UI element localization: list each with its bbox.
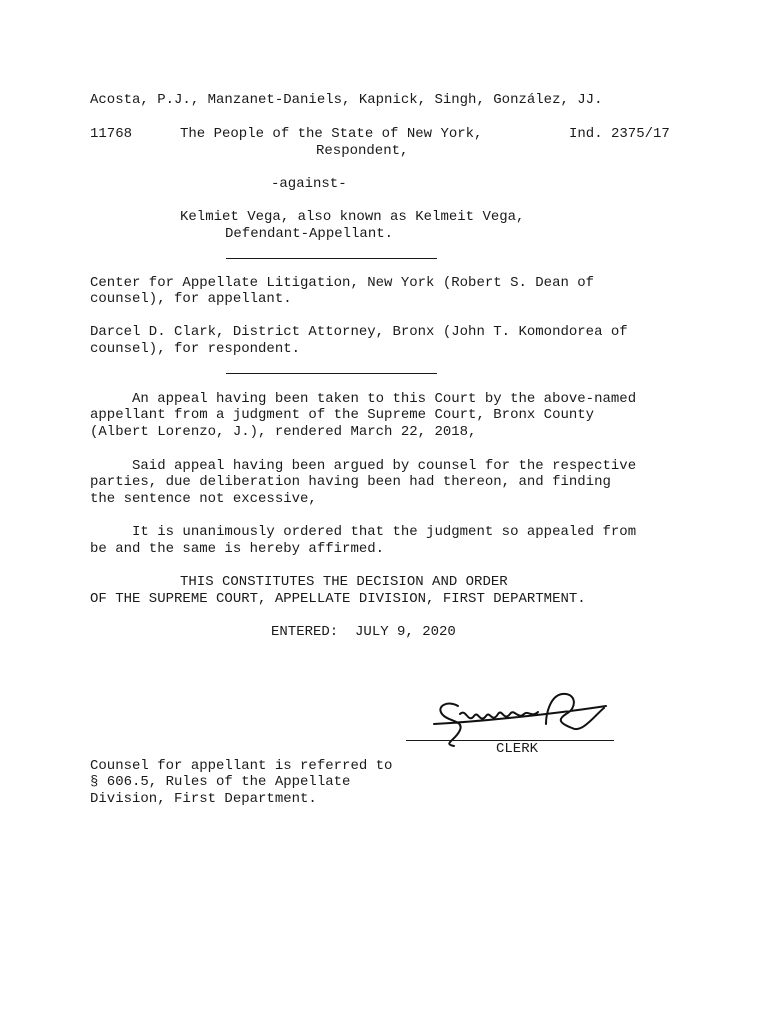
paragraph-2-line-1: Said appeal having been argued by counsel for the respective [90, 458, 637, 474]
paragraph-1-line-3: (Albert Lorenzo, J.), rendered March 22, 2018, [90, 424, 477, 440]
respondent-counsel-line-1: Darcel D. Clark, District Attorney, Bronx (John T. Komondorea of [90, 324, 628, 340]
paragraph-3-line-2: be and the same is hereby affirmed. [90, 541, 385, 557]
paragraph-2-line-2: parties, due deliberation having been had thereon, and finding [90, 474, 611, 490]
footer-line-3: Division, First Department. [90, 791, 317, 807]
paragraph-2-line-3: the sentence not excessive, [90, 491, 317, 507]
paragraph-1-line-1: An appeal having been taken to this Court by the above-named [90, 391, 637, 407]
decision-statement-line-2: OF THE SUPREME COURT, APPELLATE DIVISION, FIRST DEPARTMENT. [90, 591, 586, 607]
appellant-counsel-line-2: counsel), for appellant. [90, 291, 292, 307]
defendant-role: Defendant-Appellant. [225, 226, 394, 242]
footer-line-1: Counsel for appellant is referred to [90, 758, 393, 774]
plaintiff-name: The People of the State of New York, [180, 126, 483, 142]
counsel-divider [226, 373, 437, 374]
decision-statement-line-1: THIS CONSTITUTES THE DECISION AND ORDER [180, 574, 508, 590]
docket-number: 11768 [90, 126, 133, 142]
entered-date: ENTERED: JULY 9, 2020 [271, 624, 456, 640]
paragraph-3-line-1: It is unanimously ordered that the judgment so appealed from [90, 524, 637, 540]
against-label: -against- [271, 176, 347, 192]
respondent-counsel-line-2: counsel), for respondent. [90, 341, 301, 357]
caption-divider [226, 258, 437, 259]
paragraph-1-line-2: appellant from a judgment of the Supreme Court, Bronx County [90, 407, 595, 423]
defendant-name: Kelmiet Vega, also known as Kelmeit Vega, [180, 209, 525, 225]
panel-of-justices: Acosta, P.J., Manzanet-Daniels, Kapnick, Singh, González, JJ. [90, 92, 603, 108]
footer-line-2: § 606.5, Rules of the Appellate [90, 774, 351, 790]
plaintiff-role: Respondent, [316, 143, 409, 159]
indictment-number: Ind. 2375/17 [569, 126, 670, 142]
appellant-counsel-line-1: Center for Appellate Litigation, New York (Robert S. Dean of [90, 275, 595, 291]
clerk-title: CLERK [496, 741, 539, 757]
